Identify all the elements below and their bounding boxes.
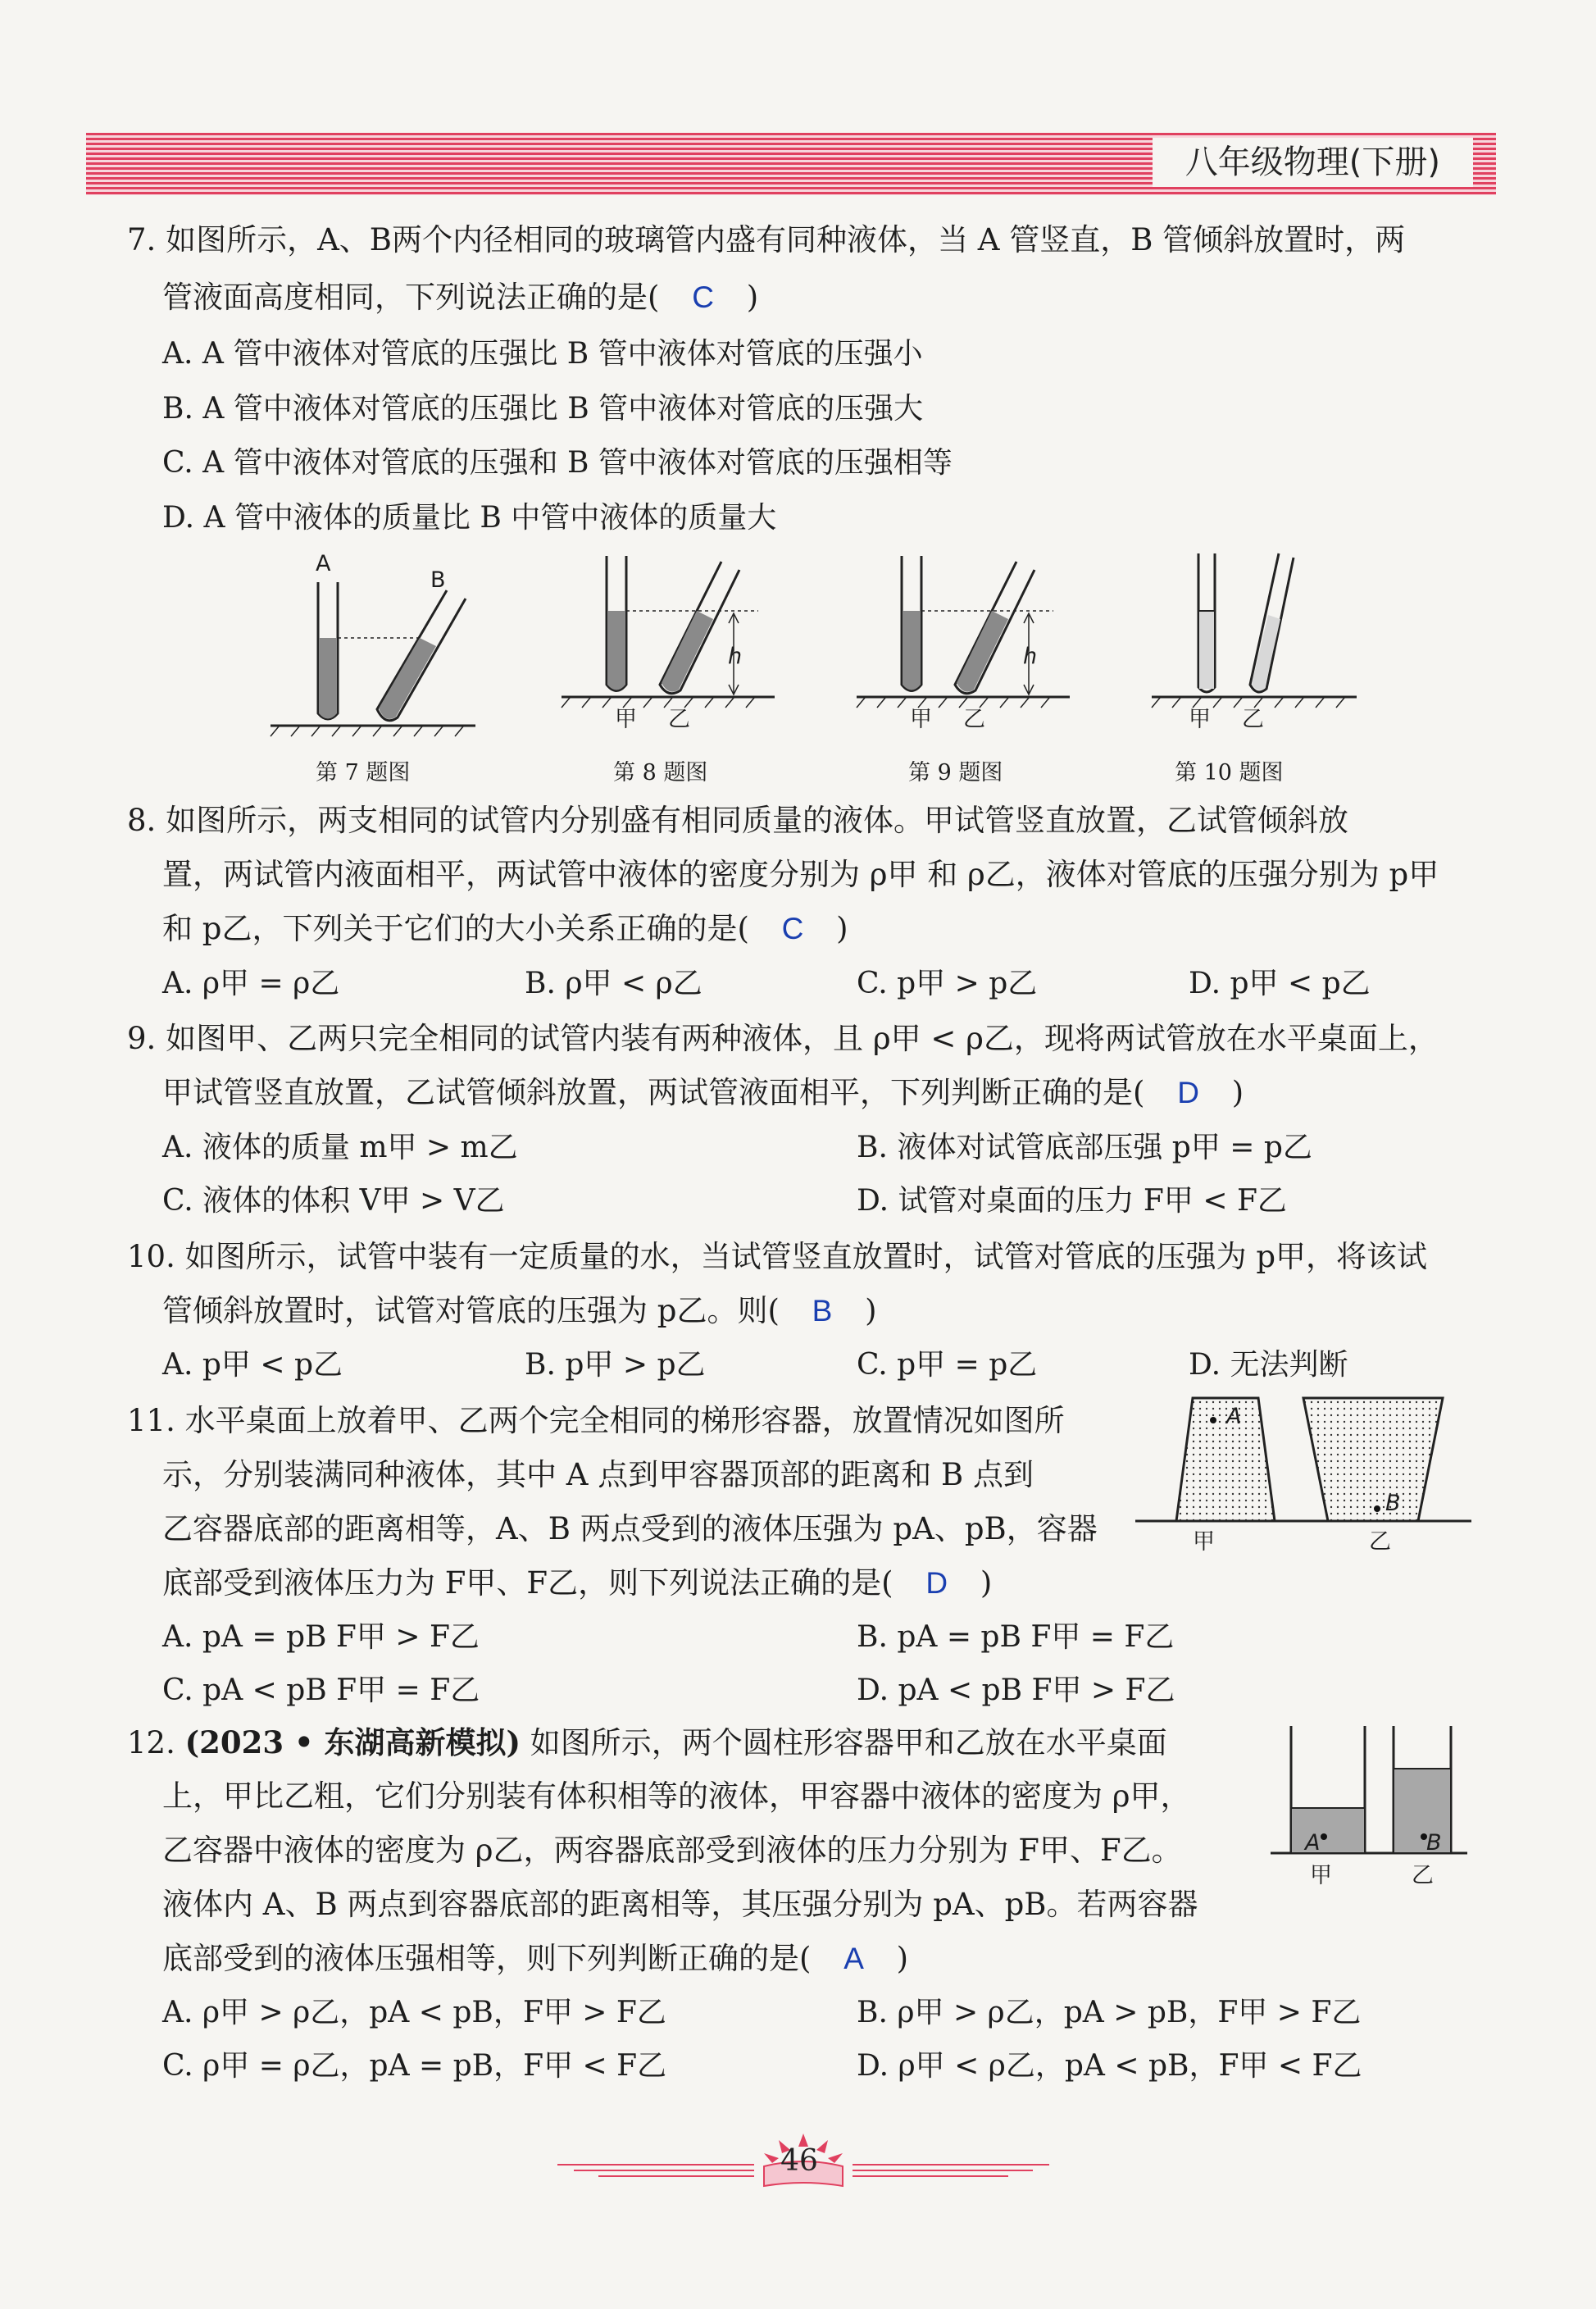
q9-option-b: B. 液体对试管底部压强 p甲 = p乙 [857, 1131, 1312, 1164]
q12-line1 [127, 1724, 1167, 1762]
q12-line1-text: 如图所示，两个圆柱形容器甲和乙放在水平桌面 [530, 1725, 1167, 1760]
q12-line5-text: 底部受到的液体压强相等，则下列判断正确的是( [162, 1941, 812, 1976]
q11-option-b: B. pA = pB F甲 = F乙 [857, 1620, 1175, 1654]
q11-line1: 11. 水平桌面上放着甲、乙两个完全相同的梯形容器，放置情况如图所 [127, 1403, 1065, 1438]
fig10-label-left: 甲 [1189, 707, 1211, 732]
q9-line2 [162, 1074, 1244, 1112]
q7-answer: C [692, 280, 714, 314]
q7-stem-line2 [162, 279, 758, 317]
q11-option-a: A. pA = pB F甲 > F乙 [162, 1620, 480, 1654]
q8-answer: C [781, 912, 804, 945]
q7-stem-line1: 7. 如图所示，A、B两个内径相同的玻璃管内盛有同种液体，当 A 管竖直，B 管倾斜放置时，两 [127, 222, 1406, 257]
fig8-caption: 第 8 题图 [613, 760, 708, 786]
q12-option-b: B. ρ甲 > ρ乙，pA > pB，F甲 > F乙 [857, 1996, 1362, 2029]
fig9-diagram [853, 549, 1074, 713]
q12-answer: A [843, 1942, 864, 1975]
q7-option-a: A. A 管中液体对管底的压强比 B 管中液体对管底的压强小 [162, 337, 923, 371]
q7-option-b: B. A 管中液体对管底的压强比 B 管中液体对管底的压强大 [162, 392, 924, 426]
q12-fig-label-right: 乙 [1412, 1863, 1434, 1888]
q8-option-c: C. p甲 > p乙 [857, 967, 1038, 1000]
q10-option-a: A. p甲 < p乙 [162, 1348, 343, 1382]
q7-close: ) [746, 280, 759, 315]
q12-line5 [162, 1940, 908, 1978]
q9-answer: D [1177, 1076, 1199, 1109]
q11-answer: D [925, 1566, 948, 1600]
q12-option-a: A. ρ甲 > ρ乙，pA < pB，F甲 > F乙 [162, 1996, 666, 2029]
fig7-diagram [262, 549, 484, 738]
q10-line2 [162, 1292, 877, 1330]
q8-line3-text: 和 p乙，下列关于它们的大小关系正确的是( [162, 911, 749, 946]
q10-close: ) [865, 1293, 877, 1328]
q12-line2: 上，甲比乙粗，它们分别装有体积相等的液体，甲容器中液体的密度为 ρ甲， [162, 1778, 1191, 1814]
q10-answer: B [812, 1294, 833, 1328]
q8-line3 [162, 910, 848, 948]
q8-line1: 8. 如图所示，两支相同的试管内分别盛有相同质量的液体。甲试管竖直放置，乙试管倾斜放 [127, 803, 1349, 838]
q12-fig-label-a: A [1305, 1830, 1321, 1856]
fig7-label-a: A [316, 551, 331, 576]
q12-number: 12. [127, 1725, 175, 1760]
q11-line2: 示，分别装满同种液体，其中 A 点到甲容器顶部的距离和 B 点到 [162, 1457, 1034, 1492]
q10-option-c: C. p甲 = p乙 [857, 1348, 1038, 1382]
q7-stem-text: 管液面高度相同，下列说法正确的是( [162, 280, 660, 315]
fig8-label-right: 乙 [668, 707, 690, 732]
q11-close: ) [980, 1565, 993, 1601]
q11-diagram [1131, 1386, 1476, 1542]
q12-source-tag: (2023 • 东湖高新模拟) [184, 1724, 521, 1760]
q7-option-d: D. A 管中液体的质量比 B 中管中液体的质量大 [162, 501, 777, 535]
q10-option-d: D. 无法判断 [1189, 1348, 1348, 1382]
q11-option-d: D. pA < pB F甲 > F乙 [857, 1674, 1175, 1707]
q7-option-c: C. A 管中液体对管底的压强和 B 管中液体对管底的压强相等 [162, 446, 953, 480]
q10-line2-text: 管倾斜放置时，试管对管底的压强为 p乙。则( [162, 1293, 780, 1328]
q11-line4 [162, 1564, 992, 1602]
q10-option-b: B. p甲 > p乙 [525, 1348, 706, 1382]
fig7-caption: 第 7 题图 [316, 760, 411, 786]
q12-fig-label-b: B [1426, 1830, 1442, 1856]
page-number: 46 [780, 2144, 818, 2178]
q11-fig-label-right: 乙 [1369, 1529, 1391, 1555]
fig9-label-right: 乙 [963, 707, 985, 732]
q10-line1: 10. 如图所示，试管中装有一定质量的水，当试管竖直放置时，试管对管底的压强为 p甲，将该试 [127, 1239, 1428, 1274]
q8-close: ) [836, 911, 848, 946]
q9-option-c: C. 液体的体积 V甲 > V乙 [162, 1184, 505, 1218]
q12-line3: 乙容器中液体的密度为 ρ乙，两容器底部受到液体的压力分别为 F甲、F乙。 [162, 1833, 1182, 1868]
q11-fig-label-b: B [1385, 1491, 1401, 1516]
q11-line4-text: 底部受到液体压力为 F甲、F乙，则下列说法正确的是( [162, 1565, 893, 1601]
q11-option-c: C. pA < pB F甲 = F乙 [162, 1674, 480, 1707]
q12-option-d: D. ρ甲 < ρ乙，pA < pB，F甲 < F乙 [857, 2049, 1362, 2083]
q8-option-a: A. ρ甲 = ρ乙 [162, 967, 340, 1000]
page-header-title: 八年级物理(下册) [1153, 138, 1473, 187]
fig10-diagram [1148, 549, 1361, 713]
fig10-label-right: 乙 [1242, 707, 1264, 732]
q12-line4: 液体内 A、B 两点到容器底部的距离相等，其压强分别为 pA、pB。若两容器 [162, 1887, 1198, 1922]
fig7-label-b: B [430, 567, 446, 593]
q8-option-b: B. ρ甲 < ρ乙 [525, 967, 703, 1000]
fig9-label-left: 甲 [910, 707, 932, 732]
q12-option-c: C. ρ甲 = ρ乙，pA = pB，F甲 < F乙 [162, 2049, 667, 2083]
q8-line2: 置，两试管内液面相平，两试管中液体的密度分别为 ρ甲 和 ρ乙，液体对管底的压强分别为 p甲 [162, 857, 1439, 892]
fig9-label-h: h [1023, 644, 1038, 669]
q9-line2-text: 甲试管竖直放置，乙试管倾斜放置，两试管液面相平，下列判断正确的是( [162, 1075, 1145, 1110]
q9-option-a: A. 液体的质量 m甲 > m乙 [162, 1131, 518, 1164]
q12-close: ) [896, 1941, 909, 1976]
q11-fig-label-left: 甲 [1193, 1529, 1215, 1555]
q8-option-d: D. p甲 < p乙 [1189, 967, 1371, 1000]
q9-close: ) [1231, 1075, 1244, 1110]
fig10-caption: 第 10 题图 [1175, 760, 1284, 786]
q12-fig-label-left: 甲 [1310, 1863, 1332, 1888]
q9-line1: 9. 如图甲、乙两只完全相同的试管内装有两种液体，且 ρ甲 < ρ乙，现将两试管放在水平桌面上， [127, 1021, 1439, 1056]
fig8-label-h: h [728, 644, 743, 669]
fig8-diagram [557, 549, 779, 713]
fig9-caption: 第 9 题图 [908, 760, 1003, 786]
q11-fig-label-a: A [1226, 1404, 1242, 1429]
fig8-label-left: 甲 [615, 707, 637, 732]
q9-option-d: D. 试管对桌面的压力 F甲 < F乙 [857, 1184, 1287, 1218]
q11-line3: 乙容器底部的距离相等，A、B 两点受到的液体压强为 pA、pB，容器 [162, 1511, 1098, 1546]
